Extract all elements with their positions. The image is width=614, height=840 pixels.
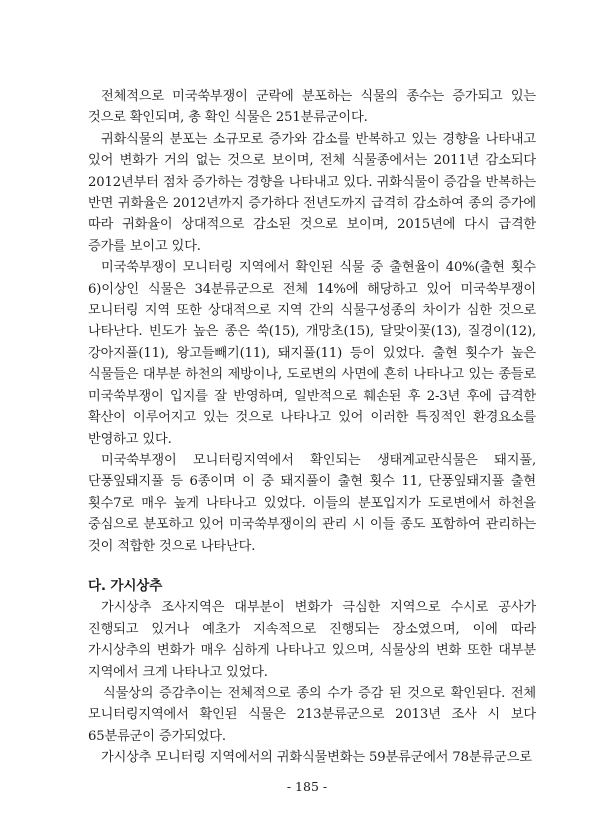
paragraph: 식물상의 증감추이는 전체적으로 종의 수가 증감 된 것으로 확인된다. 전체 모니터링지역에서 확인된 식물은 213분류군으로 2013년 조사 시 보다 65분류군이 증가되었다. bbox=[88, 685, 536, 744]
section-heading: 다. 가시상추 bbox=[88, 577, 163, 594]
paragraph: 미국쑥부쟁이 모니터링지역에서 확인되는 생태계교란식물은 돼지풀, 단풍잎돼지풀 등 6종이며 이 중 돼지풀이 출현 횟수 11, 단풍잎돼지풀 출현 횟수7로 매우 높게 나타나고 있었다. 이들의 분포입지가 도로변에서 하천을 중심으로 분포하고 있어 미국쑥부쟁이의 관리 시 이들 종도 포함하여 관리하는 것이 적합한 것으로 나타난다. bbox=[88, 452, 536, 554]
paragraph: 귀화식물의 분포는 소규모로 증가와 감소를 반복하고 있는 경향을 나타내고 있어 변화가 거의 없는 것으로 보이며, 전체 식물종에서는 2011년 감소되다 2012년부터 점차 증가하는 경향을 나타내고 있다. 귀화식물이 증감을 반복하는 반면 귀화율은 2012년까지 증가하다 전년도까지 급격히 감소하여 종의 증가에 따라 귀화율이 상대적으로 감소된 것으로 보이며, 2015년에 다시 급격한 증가를 보이고 있다. bbox=[88, 131, 536, 254]
document-body bbox=[88, 86, 536, 769]
paragraph: 전체적으로 미국쑥부쟁이 군락에 분포하는 식물의 종수는 증가되고 있는 것으로 확인되며, 총 확인 식물은 251분류군이다. bbox=[88, 89, 536, 126]
paragraph: 가시상추 모니터링 지역에서의 귀화식물변화는 59분류군에서 78분류군으로 bbox=[101, 750, 532, 766]
page-number: - 185 - bbox=[286, 779, 328, 794]
paragraph: 미국쑥부쟁이 모니터링 지역에서 확인된 식물 중 출현율이 40%(출현 횟수 6)이상인 식물은 34분류군으로 전체 14%에 해당하고 있어 미국쑥부쟁이 모니터링 지역 또한 상대적으로 지역 간의 식물구성종의 차이가 심한 것으로 나타난다. 빈도가 높은 종은 쑥(15), 개망초(15), 달맞이꽃(13), 질경이(12), 강아지풀(11), 왕고들빼기(11), 돼지풀(11) 등이 있었다. 출현 횟수가 높은 식물들은 대부분 하천의 제방이나, 도로변의 사면에 흔히 나타나고 있는 종들로 미국쑥부쟁이 입지를 잘 반영하며, 일반적으로 훼손된 후 2-3년 후에 급격한 확산이 이루어지고 있는 것으로 나타나고 있어 이러한 특징적인 환경요소를 반영하고 있다. bbox=[88, 260, 536, 447]
paragraph: 가시상추 조사지역은 대부분이 변화가 극심한 지역으로 수시로 공사가 진행되고 있거나 예초가 지속적으로 진행되는 장소였으며, 이에 따라 가시상추의 변화가 매우 심하게 나타나고 있으며, 식물상의 변화 또한 대부분 지역에서 크게 나타나고 있었다. bbox=[88, 600, 536, 680]
